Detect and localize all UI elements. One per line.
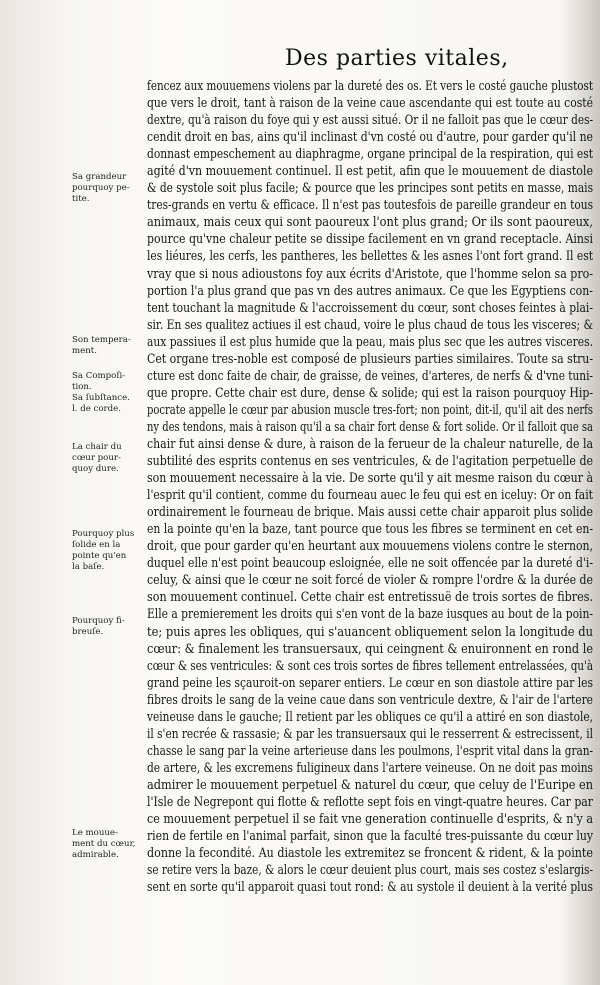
text-line-content: son mouuement continuel. Cette chair est entretissuë de trois sortes de fibres. <box>147 590 593 606</box>
margin-note-fibreuse <box>72 616 146 638</box>
body-text <box>147 78 593 896</box>
text-line-content: te; puis apres les obliques, qui s'auancent obliquement selon la longitude du <box>147 624 593 640</box>
text-line-content: animaux, mais ceux qui sont paoureux l'ont plus grand; Or ils sont paoureux, <box>147 215 593 231</box>
text-line-content: cœur & ses ventricules: & sont ces trois sortes de fibres tellement entrelassées, qu'à <box>147 658 593 674</box>
text-line-content: agité d'vn mouuement continuel. Il est petit, afin que le mouuement de diastole <box>147 164 593 180</box>
text-line <box>147 163 593 180</box>
text-line <box>147 112 593 129</box>
text-line <box>147 470 593 487</box>
text-line <box>147 624 593 641</box>
text-line-content: portion l'a plus grand que pas vn des autres animaux. Ce que les Egyptiens con- <box>147 283 593 299</box>
margin-note-line: Son tempera- <box>72 335 131 345</box>
text-line <box>147 300 593 317</box>
margin-note-line: ment. <box>72 346 97 356</box>
text-line-content: duquel elle n'est point beaucoup esloignée, elle ne soit offencée par la dureté d'i- <box>147 556 593 572</box>
text-line <box>147 419 593 436</box>
margin-note-pointe-solide <box>72 529 146 573</box>
text-line-content: sir. En ses qualitez actiues il est chaud, voire le plus chaud de tous les visceres; & <box>147 317 593 333</box>
text-line-content: pource qu'vne chaleur petite se dissipe facilement en vn grand receptacle. Ainsi <box>147 232 593 248</box>
text-line <box>147 351 593 368</box>
text-line <box>147 709 593 726</box>
margin-note-line: Sa ſubſtance. <box>72 393 130 403</box>
margin-note-line: ſolide en la <box>72 540 121 550</box>
text-line <box>147 743 593 760</box>
text-line <box>147 197 593 214</box>
text-line-content: ny des tendons, mais à raison qu'il a sa chair fort dense & fort solide. Or il falloit que sa <box>147 419 593 435</box>
text-line <box>147 777 593 794</box>
text-line-content: ordinairement le fourneau de brique. Mais aussi cette chair apparoit plus solide <box>147 505 593 521</box>
text-line-content: Cet organe tres-noble est composé de plusieurs parties similaires. Toute sa stru- <box>147 351 593 367</box>
text-line <box>147 334 593 351</box>
margin-note-line: La chair du <box>72 442 122 452</box>
margin-note-line: Pourquoy fi- <box>72 616 125 626</box>
text-line <box>147 862 593 879</box>
text-line <box>147 879 593 896</box>
text-line-content: de artere, & les excremens fuligineux dans l'artere veineuse. On ne doit pas moins <box>147 760 593 776</box>
text-line <box>147 692 593 709</box>
text-line-content: sent en sorte qu'il apparoit quasi tout rond: & au systole il deuient à la verité plus <box>147 880 593 896</box>
text-line <box>147 538 593 555</box>
margin-note-line: pourquoy pe- <box>72 183 130 193</box>
margin-note-line: tite. <box>72 194 90 204</box>
text-line-content: grand peine les sçauroit-on separer entiers. Le cœur en son diastole attire par les <box>147 675 593 691</box>
margin-note-temperament <box>72 335 146 357</box>
text-line <box>147 180 593 197</box>
text-line <box>147 521 593 538</box>
text-line-content: il s'en recrée & rassasie; & par les transuersaux qui le resserrent & estrecissent, il <box>147 726 593 742</box>
text-line-content: fibres droits le sang de la veine caue dans son ventricule dextre, & l'air de l'artere <box>147 692 593 708</box>
text-line-content: cœur: & finalement les transuersaux, qui ceingnent & enuironnent en rond le <box>147 641 593 657</box>
text-line-content: donne la fecondité. Au diastole les extremitez se froncent & rident, & la pointe <box>147 846 593 862</box>
text-line <box>147 811 593 828</box>
text-line-content: pocrate appelle le cœur par abusion muscle tres-fort; non point, dit-il, qu'il ait des nerfs <box>147 402 593 418</box>
text-line-content: cendit droit en bas, ains qu'il inclinast d'vn costé ou d'autre, pour garder qu'il ne <box>147 130 593 146</box>
text-line-content: en la pointe qu'en la baze, tant pource que tous les fibres se terminent en cet en- <box>147 522 593 538</box>
text-line-content: celuy, & ainsi que le cœur ne soit forcé de violer & rompre l'ordre & la durée de <box>147 573 593 589</box>
text-line-content: & de systole soit plus facile; & pource que les principes sont petits en masse, mais <box>147 181 593 197</box>
text-line <box>147 675 593 692</box>
text-line-content: fencez aux mouuemens violens par la dureté des os. Et vers le costé gauche plustost <box>147 79 593 94</box>
margin-note-line: cœur pour- <box>72 453 121 463</box>
text-line <box>147 368 593 385</box>
running-head: Des parties vitales, <box>285 46 509 71</box>
text-line-content: aux passiues il est plus humide que la peau, mais plus sec que les autres visceres. <box>147 334 593 350</box>
text-line <box>147 794 593 811</box>
text-line-content: tent touchant la magnitude & l'accroissement du cœur, sont choses feintes à plai- <box>147 300 593 316</box>
text-line-content: vray que si nous adioustons foy aux écrits d'Aristote, que l'homme selon sa pro- <box>147 266 593 282</box>
margin-note-chair-dure <box>72 442 146 475</box>
text-line <box>147 572 593 589</box>
text-line <box>147 760 593 777</box>
margin-note-line: breuſe. <box>72 627 104 637</box>
margin-note-line: ment du cœur, <box>72 839 136 849</box>
text-line-content: cture est donc faite de chair, de graisse, de veines, d'arteres, de nerfs & d'vne tuni- <box>147 368 593 384</box>
text-line-content: que vers le droit, tant à raison de la veine caue ascendante qui est toute au costé <box>147 96 593 112</box>
text-line <box>147 487 593 504</box>
text-line-content: chasse le sang par la veine arterieuse dans les poulmons, l'esprit vital dans la gran- <box>147 743 593 759</box>
text-line-content: subtilité des esprits contenus en ses ventricules, & de l'agitation perpetuelle de <box>147 454 593 470</box>
text-line <box>147 146 593 163</box>
margin-note-line: tion. <box>72 382 92 392</box>
text-line <box>147 504 593 521</box>
text-line-content: donnast empeschement au diaphragme, organe principal de la respiration, qui est <box>147 147 593 163</box>
text-line <box>147 453 593 470</box>
text-line <box>147 95 593 112</box>
margin-note-line: Sa grandeur <box>72 172 127 182</box>
text-line-content: chair fut ainsi dense & dure, à raison de la ferueur de la chaleur naturelle, de la <box>147 436 593 452</box>
text-line-content: que propre. Cette chair est dure, dense & solide; qui est la raison pourquoy Hip- <box>147 385 593 401</box>
text-line-content: ce mouuement perpetuel il se fait vne generation continuelle d'esprits, & n'y a <box>147 812 593 828</box>
margin-note-composition <box>72 371 146 415</box>
text-line <box>147 726 593 743</box>
margin-note-line: Sa Compoſi- <box>72 371 126 381</box>
text-line <box>147 606 593 623</box>
text-line-content: Elle a premierement les droits qui s'en vont de la baze iusques au bout de la poin- <box>147 607 593 623</box>
margin-note-grandeur <box>72 172 146 205</box>
margin-note-line: quoy dure. <box>72 464 119 474</box>
text-line <box>147 828 593 845</box>
text-line <box>147 214 593 231</box>
text-line <box>147 129 593 146</box>
text-line-content: les liéures, les cerfs, les pantheres, les bellettes & les asnes l'ont fort grand. Il est <box>147 249 593 265</box>
margin-note-line: Le mouue- <box>72 828 118 838</box>
text-line <box>147 641 593 658</box>
text-line <box>147 317 593 334</box>
text-line-content: veineuse dans le gauche; Il retient par les obliques ce qu'il a attiré en son diastole, <box>147 709 593 725</box>
text-line <box>147 658 593 675</box>
text-line-content: se retire vers la baze, & alors le cœur deuient plus court, mais ses costez s'eslargis- <box>147 863 593 879</box>
text-line <box>147 78 593 95</box>
text-line <box>147 231 593 248</box>
text-line-content: l'esprit qu'il contient, comme du fourneau auec le feu qui est en iceluy: Or on fait <box>147 488 593 504</box>
text-line <box>147 283 593 300</box>
margin-note-line: admirable. <box>72 850 119 860</box>
text-line <box>147 845 593 862</box>
text-line-content: droit, que pour garder qu'en heurtant aux mouuemens violens contre le sternon, <box>147 539 593 555</box>
text-line <box>147 385 593 402</box>
margin-note-mouvement <box>72 828 146 861</box>
text-line <box>147 248 593 265</box>
text-line <box>147 555 593 572</box>
text-line-content: admirer le mouuement perpetuel & naturel du cœur, que celuy de l'Euripe en <box>147 777 593 793</box>
margin-note-line: pointe qu'en <box>72 551 127 561</box>
margin-note-line: Pourquoy plus <box>72 529 135 539</box>
text-line-content: tres-grands en vertu & efficace. Il n'est pas toutesfois de pareille grandeur en tous <box>147 198 593 214</box>
text-line-content: rien de fertile en l'animal parfait, sinon que la faculté tres-puissante du cœur luy <box>147 829 593 845</box>
text-line-content: l'Isle de Negrepont qui flotte & reflotte sept fois en vingt-quatre heures. Car par <box>147 794 593 810</box>
text-line <box>147 436 593 453</box>
text-line-content: son mouuement necessaire à la vie. De sorte qu'il y ait mesme raison du cœur à <box>147 471 593 487</box>
text-line <box>147 589 593 606</box>
text-line <box>147 266 593 283</box>
margin-note-line: la baſe. <box>72 562 105 572</box>
text-line <box>147 402 593 419</box>
text-line-content: dextre, qu'à raison du foye qui y est aussi situé. Or il ne falloit pas que le cœur des- <box>147 113 593 129</box>
margin-note-line: l. de corde. <box>72 404 121 414</box>
